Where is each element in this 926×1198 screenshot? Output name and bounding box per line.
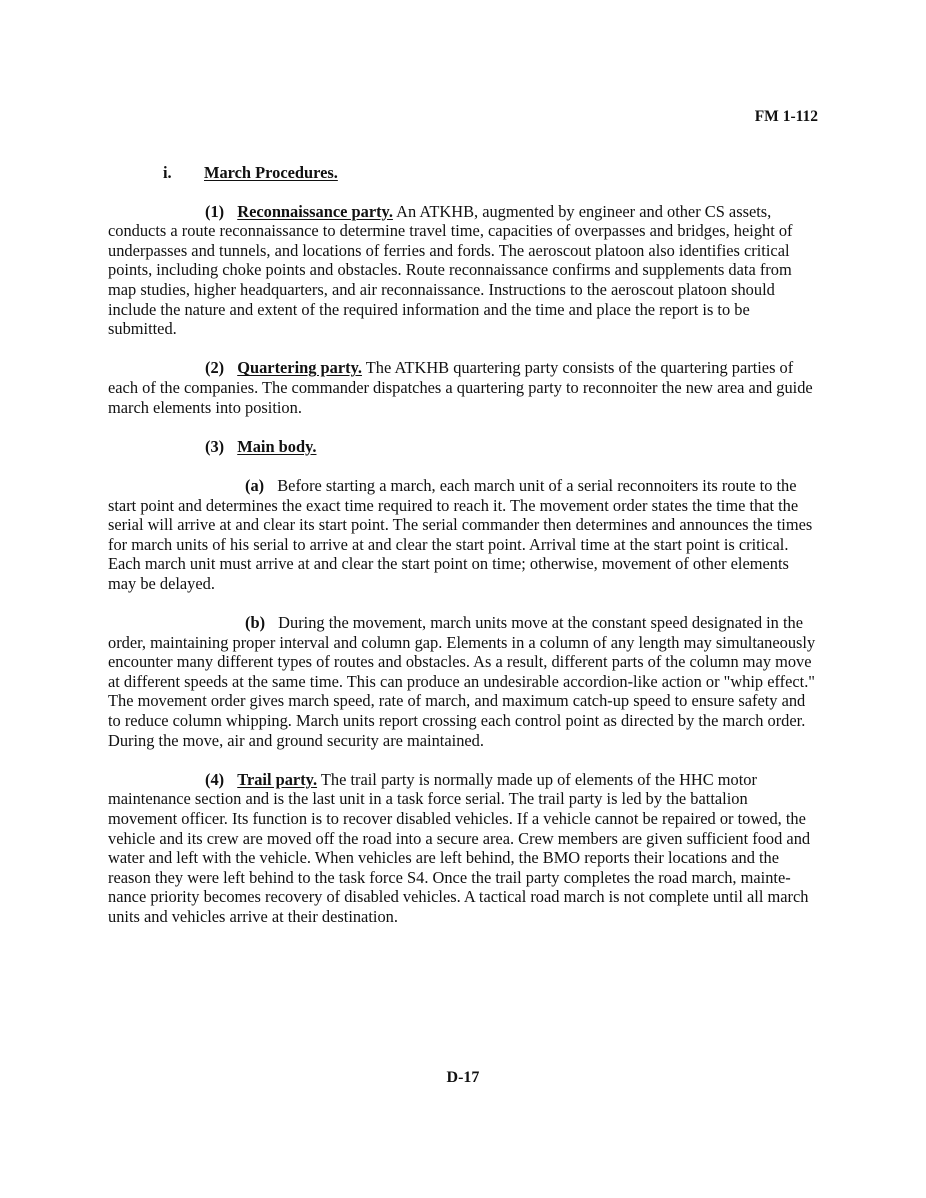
paragraph-number: (3) [205,436,225,456]
page-number: D-17 [446,1069,480,1086]
page-body [108,163,820,946]
paragraph-text: The ATKHB quartering party consists of the quartering parties of each of the companies. The commander dispatches a quartering party to reconnoiter the new area and guide march elements into position. [108,358,813,417]
paragraph-number: (1) [205,201,225,221]
section-heading [163,163,820,183]
paragraph-title: Trail party. [237,769,318,789]
paragraph-text: An ATKHB, augmented by engineer and other CS assets, conducts a route reconnaissance to determine travel time, capacities of overpasses and bridges, height of underpasses and tunnels, and locations of ferries and fords. The aeroscout platoon also identifies critical points, including choke points and obstacles. Route reconnaissance confirms and supplements data from map studies, higher headquarters, and air reconnaissance. Instructions to the aeroscout platoon should include the nature and extent of the required information and the time and place the report is to be submitted. [108,201,793,339]
paragraph-text: The trail party is normally made up of elements of the HHC motor maintenance section and is the last unit in a task force serial. The trail party is led by the battalion movement officer. Its function is to recover disabled vehicles. If a vehicle cannot be repaired or towed, the vehicle and its crew are moved off the road into a secure area. Crew members are given sufficient food and water and left with the vehicle. When vehicles are left behind, the BMO reports their locations and the reason they were left behind to the task force S4. Once the trail party completes the road march, mainte-nance priority becomes recovery of disabled vehicles. A tactical road march is not complete until all march units and vehicles arrive at their destination. [108,769,811,926]
paragraph-quartering-party [108,358,820,417]
paragraph-number: (4) [205,769,225,789]
paragraph-title: Quartering party. [237,358,362,378]
paragraph-reconnaissance-party [108,202,820,339]
subparagraph-b [108,613,820,750]
paragraph-title: Main body. [237,436,317,456]
subparagraph-number: (b) [245,613,266,633]
paragraph-number: (2) [205,358,225,378]
document-id: FM 1-112 [754,108,818,125]
paragraph-text: Before starting a march, each march unit of a serial reconnoiters its route to the start point and determines the exact time required to reach it. The movement order states the time that the serial will arrive at and clear its start point. The serial commander then determines and announces the times for march units of his serial to arrive at and clear the start point. Arrival time at the start point is critical. Each march unit must arrive at and clear the start point on time; otherwise, movement of other elements may be delayed. [108,475,813,593]
section-title: March Procedures. [204,163,338,182]
subparagraph-a [108,476,820,594]
paragraph-text: During the movement, march units move at the constant speed designated in the order, maintaining proper interval and column gap. Elements in a column of any length may simultaneously encounter many different types of routes and obstacles. As a result, different parts of the column may move at different speeds at the same time. This can produce an undesirable accordion-like action or "whip effect." The movement order gives march speed, rate of march, and maximum catch-up speed to ensure safety and to reduce column whipping. March units report crossing each control point as directed by the march order. During the move, air and ground security are maintained. [108,613,816,750]
paragraph-title: Reconnaissance party. [237,201,393,221]
paragraph-main-body [108,437,820,457]
section-letter: i. [163,163,172,182]
paragraph-trail-party [108,770,820,927]
subparagraph-number: (a) [245,475,265,495]
